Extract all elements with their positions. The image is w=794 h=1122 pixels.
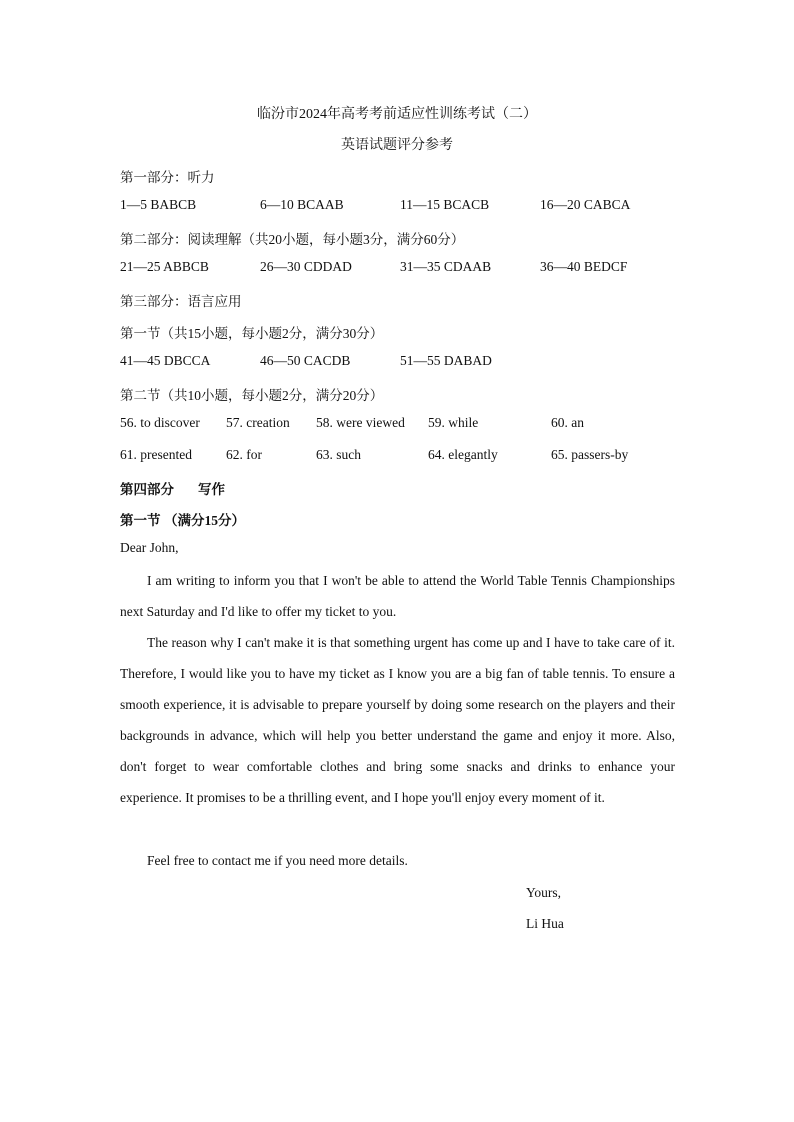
page-subtitle: 英语试题评分参考 xyxy=(341,138,453,153)
answer-group: 41—45 DBCCA xyxy=(120,353,211,368)
letter-closing: Yours, xyxy=(526,885,562,900)
part3-section1-heading: 第一节（共15小题，每小题2分，满分30分） xyxy=(120,326,384,341)
part4-section1-score: （满分15分） xyxy=(164,513,245,528)
answer-group: 6—10 BCAAB xyxy=(260,197,344,212)
letter-greeting: Dear John, xyxy=(120,540,179,555)
answer-item: 56. to discover xyxy=(120,415,200,430)
answer-group: 36—40 BEDCF xyxy=(540,259,628,274)
page-title: 临汾市2024年高考考前适应性训练考试（二） xyxy=(257,107,537,122)
answer-item: 57. creation xyxy=(226,415,290,430)
answer-group: 16—20 CABCA xyxy=(540,197,631,212)
answer-group: 31—35 CDAAB xyxy=(400,259,492,274)
answer-group: 26—30 CDDAD xyxy=(260,259,352,274)
part4-heading-label: 第四部分 xyxy=(120,482,174,497)
part3-heading: 第三部分：语言应用 xyxy=(120,294,242,309)
part3-section2-heading: 第二节（共10小题，每小题2分，满分20分） xyxy=(120,388,384,403)
part4-heading-title: 写作 xyxy=(198,482,225,497)
letter-paragraph-2: The reason why I can't make it is that something urgent has come up and I have to take care of it. Therefore, I would like you to have my ticket as I know you are a big fan of table tennis. To ensure a smooth experience, it is advisable to prepare yourself by doing some research on the players and their backgrounds in advance, which will help you better understand the game and enjoy it more. Also, don't forget to wear comfortable clothes and bring some snacks and drinks to enhance your experience. It promises to be a thrilling event, and I hope you'll enjoy every moment of it. xyxy=(120,635,675,805)
answer-item: 59. while xyxy=(428,415,479,430)
letter-paragraph-3: Feel free to contact me if you need more details. xyxy=(147,853,408,868)
answer-item: 60. an xyxy=(551,415,584,430)
answer-item: 58. were viewed xyxy=(316,415,405,430)
answer-item: 61. presented xyxy=(120,447,192,462)
part2-heading: 第二部分：阅读理解（共20小题，每小题3分，满分60分） xyxy=(120,232,465,247)
part4-section1-label: 第一节 xyxy=(120,513,161,528)
letter-paragraph-1: I am writing to inform you that I won't be able to attend the World Table Tennis Championships next Saturday and I'd like to offer my ticket to you. xyxy=(120,573,675,619)
answer-group: 51—55 DABAD xyxy=(400,353,492,368)
part1-heading: 第一部分：听力 xyxy=(120,170,215,185)
answer-group: 11—15 BCACB xyxy=(400,197,490,212)
answer-item: 62. for xyxy=(226,447,262,462)
answer-group: 46—50 CACDB xyxy=(260,353,351,368)
answer-item: 65. passers-by xyxy=(551,447,629,462)
letter-signature: Li Hua xyxy=(526,916,564,931)
answer-group: 1—5 BABCB xyxy=(120,197,197,212)
answer-item: 63. such xyxy=(316,447,361,462)
answer-group: 21—25 ABBCB xyxy=(120,259,209,274)
answer-item: 64. elegantly xyxy=(428,447,498,462)
